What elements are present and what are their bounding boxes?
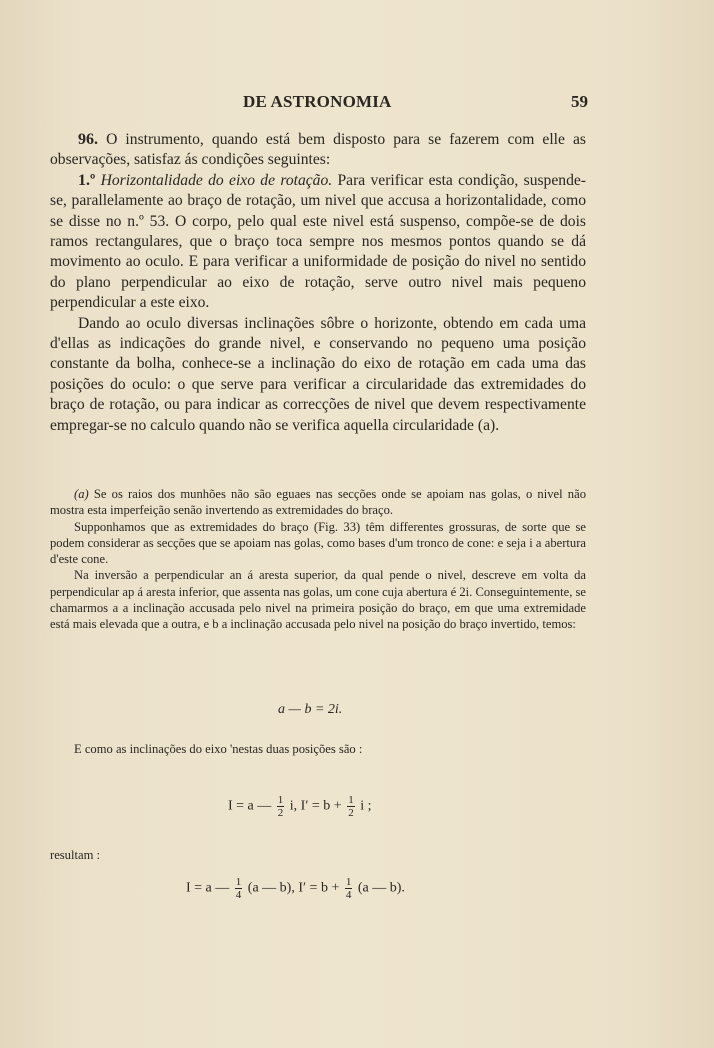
fraction-denominator: 2 xyxy=(277,807,284,819)
equation-part: i ; xyxy=(360,798,372,814)
fraction-denominator: 4 xyxy=(235,889,242,901)
footnote-ref: (a). xyxy=(477,416,500,434)
main-text xyxy=(50,130,586,436)
equation-part: I = a — xyxy=(228,798,272,814)
footnote-paragraph: Na inversão a perpendicular an á aresta superior, da qual pende o nivel, descreve em volta da perpendicular ap á aresta inferior, que assenta nas golas, um cone cuja abertura é 2i. Conseguintemente, se chamarmos a a inclinação accusada pelo nivel na primeira posição do braço, em que uma extremidade está mais elevada que a outra, e b a inclinação accusada pelo nivel na posição do braço invertido, temos: xyxy=(50,568,586,632)
paragraph-96 xyxy=(50,130,586,171)
fraction-denominator: 4 xyxy=(345,889,352,901)
footnote-marker: (a) xyxy=(74,487,89,501)
footnote-text: Se os raios dos munhões não são eguaes nas secções onde se apoiam nas golas, o nivel não mostra esta imperfeição senão invertendo as extremidades do braço. xyxy=(50,487,586,518)
equation-1: a — b = 2i. xyxy=(278,702,343,717)
footnote-paragraph: resultam : xyxy=(50,848,101,862)
paragraph-inclinations xyxy=(50,314,586,436)
footnote-block xyxy=(50,486,586,633)
fraction-denominator: 2 xyxy=(348,807,354,819)
equation-part: i, I′ = b + xyxy=(289,798,342,814)
fraction xyxy=(345,876,353,901)
condition-number: 1.º xyxy=(78,171,96,189)
footnote-a xyxy=(50,486,586,519)
page-number: 59 xyxy=(571,92,588,111)
running-title: DE ASTRONOMIA xyxy=(243,92,392,111)
page-header xyxy=(48,92,588,114)
equation-part: (a — b), I′ = b + xyxy=(247,880,340,896)
fraction-numerator: 1 xyxy=(235,876,242,888)
equation-part: I = a — xyxy=(186,880,230,896)
equation-3 xyxy=(186,876,405,901)
footnote-paragraph: E como as inclinações do eixo 'nestas duas posições são : xyxy=(74,742,363,756)
paragraph-text: O instrumento, quando está bem disposto para se fazerem com elle as observações, satisfaz ás condições seguintes: xyxy=(50,131,586,169)
fraction-numerator: 1 xyxy=(348,794,354,806)
paragraph-condition-1 xyxy=(50,171,586,314)
fraction-numerator: 1 xyxy=(345,876,352,888)
equation-part: (a — b). xyxy=(357,880,405,896)
condition-title: Horizontalidade do eixo de rotação. xyxy=(100,171,333,189)
fraction xyxy=(277,794,285,819)
section-number: 96. xyxy=(78,131,98,148)
paragraph-text: Para verificar esta condição, suspende-se, parallelamente ao braço de rotação, um nivel que accusa a horizontalidade, como se disse no n.º 53. O corpo, pelo qual este nivel está suspenso, compõe-se de dois ramos rectangulares, que o braço toca sempre nos mesmos pontos quando se dá movimento ao oculo. E para verificar a uniformidade de posição do nivel no sentido do plano perpendicular ao eixo de rotação, serve outro nivel mais pequeno perpendicular a este eixo. xyxy=(50,171,586,312)
fraction-numerator: 1 xyxy=(277,794,284,806)
footnote-paragraph: Supponhamos que as extremidades do braço (Fig. 33) têm differentes grossuras, de sorte que se podem considerar as secções que se apoiam nas golas, como bases d'um tronco de cone: e seja i a abertura d'este cone. xyxy=(50,519,586,567)
fraction xyxy=(235,876,243,901)
paragraph-text: Dando ao oculo diversas inclinações sôbre o horizonte, obtendo em cada uma d'ellas as indicações do grande nivel, e conservando no pequeno uma posição constante da bolha, conhece-se a inclinação do eixo de rotação em cada uma das posições do oculo: o que serve para verificar a circularidade das extremidades do braço de rotação, ou para indicar as correcções de nivel que devem respectivamente empregar-se no calculo quando não se verifica aquella circularidade xyxy=(50,314,586,434)
equation-2 xyxy=(228,794,371,819)
fraction xyxy=(347,794,355,819)
